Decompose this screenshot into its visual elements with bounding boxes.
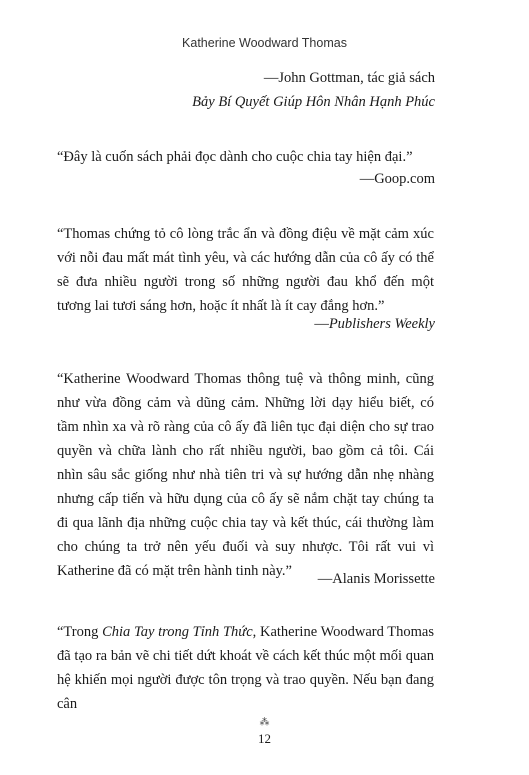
quote-text-start: “Trong [57, 624, 103, 640]
quote-attribution: —Goop.com [359, 171, 435, 187]
ornament-icon: ⁂ [259, 717, 270, 728]
quote-attribution [314, 316, 435, 333]
quote-text: “Thomas chứng tỏ cô lòng trắc ẩn và đồng điệu về mặt cảm xúc với nỗi đau mất mát tình yêu, và các hướng dẫn của cô ấy có thể sẽ đưa nhiều người trong số những người đau khổ đến một tương lai tươi sáng hơn, hoặc ít nhất là ít cay đắng hơn.” [57, 226, 434, 314]
quote-text [57, 620, 434, 716]
attribution-dash: — [314, 316, 329, 332]
quote-text: “Đây là cuốn sách phải đọc dành cho cuộc chia tay hiện đại.” [57, 149, 413, 165]
attribution-book-title: Bảy Bí Quyết Giúp Hôn Nhân Hạnh Phúc [192, 94, 435, 110]
quote-paragraph [57, 145, 434, 169]
quote-attribution-block [192, 66, 435, 114]
quote-text: “Katherine Woodward Thomas thông tuệ và thông minh, cũng như vừa đồng cảm và dũng cảm. Những lời dạy hiểu biết, có tầm nhìn xa và rõ ràng của cô ấy đã liên tục đại diện cho sự trao quyền và chữa lành cho rất nhiều người, bao gồm cả tôi. Cái nhìn sâu sắc giống như nhà tiên tri và sự hướng dẫn nhẹ nhàng nhưng cấp tiến và hữu dụng của cô ấy sẽ nắm chặt tay chúng ta đi qua lãnh địa những cuộc chia tay và kết thúc, cái thường làm cho chúng ta trở nên yếu đuối và suy nhược. Tôi rất vui vì Katherine đã có mặt trên hành tinh này.” [57, 371, 434, 579]
running-header: Katherine Woodward Thomas [182, 36, 347, 50]
attribution-name: —John Gottman, tác giả sách [263, 70, 435, 86]
attribution-source: Publishers Weekly [328, 316, 435, 332]
quote-paragraph [57, 367, 434, 583]
quote-paragraph [57, 222, 434, 318]
quote-paragraph [57, 620, 434, 716]
quote-attribution: —Alanis Morissette [317, 571, 435, 587]
quote-text-rest: , Katherine Woodward Thomas đã tạo ra bản vẽ chi tiết dứt khoát về cách kết thúc một mối quan hệ khiến mọi người được tôn trọng và trao quyền. Nếu bạn đang cân [57, 624, 434, 712]
book-title: Chia Tay trong Tỉnh Thức [102, 624, 253, 640]
page-number: 12 [258, 731, 271, 746]
